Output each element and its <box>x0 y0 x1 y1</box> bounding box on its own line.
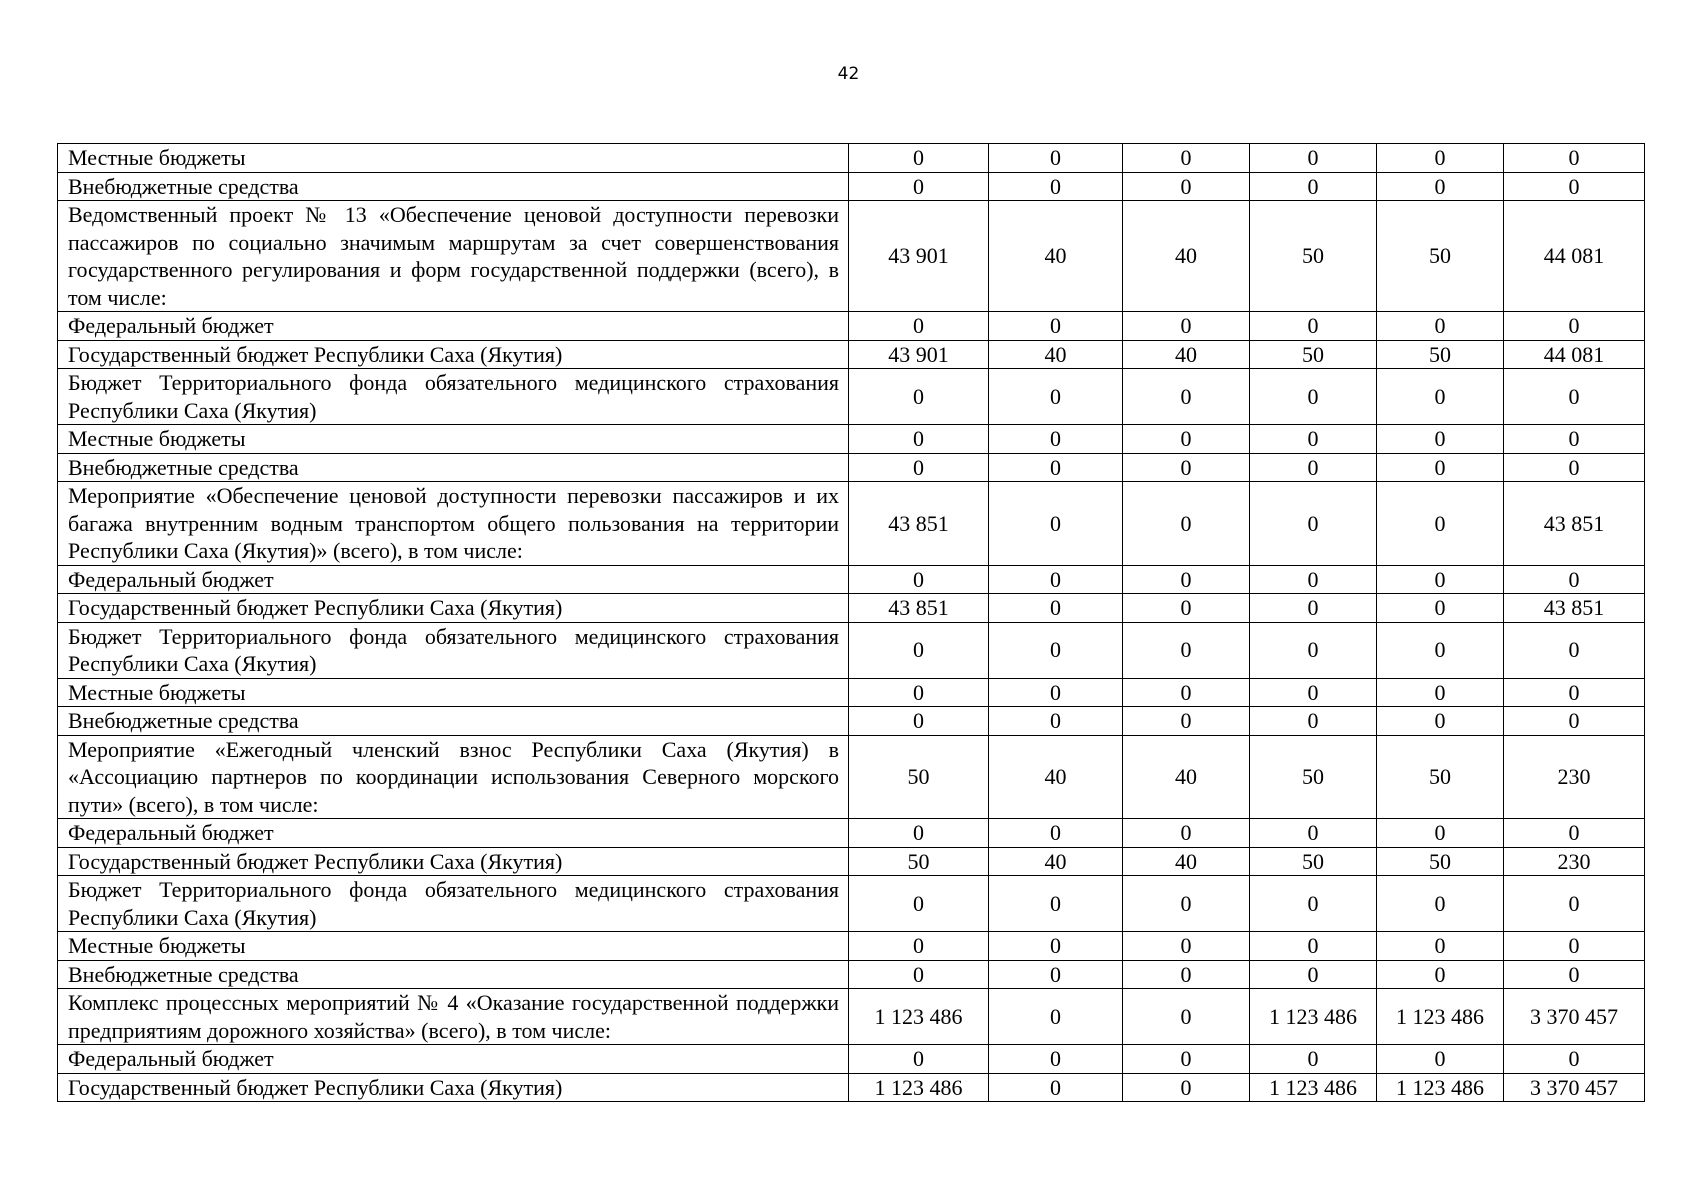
value-cell: 0 <box>1250 622 1377 678</box>
value-cell: 0 <box>989 565 1123 594</box>
row-label: Государственный бюджет Республики Саха (Якутия) <box>58 340 849 369</box>
value-cell: 0 <box>1250 1045 1377 1074</box>
value-cell: 0 <box>989 453 1123 482</box>
value-cell: 0 <box>849 565 989 594</box>
value-cell: 0 <box>1504 932 1645 961</box>
value-cell: 0 <box>1123 565 1250 594</box>
row-label: Федеральный бюджет <box>58 565 849 594</box>
value-cell: 0 <box>1123 312 1250 341</box>
value-cell: 40 <box>989 201 1123 312</box>
value-cell: 0 <box>849 622 989 678</box>
value-cell: 0 <box>1504 425 1645 454</box>
row-label: Местные бюджеты <box>58 144 849 173</box>
row-label: Государственный бюджет Республики Саха (Якутия) <box>58 594 849 623</box>
value-cell: 50 <box>1250 735 1377 819</box>
value-cell: 50 <box>1250 847 1377 876</box>
value-cell: 0 <box>1504 453 1645 482</box>
value-cell: 0 <box>1377 369 1504 425</box>
row-label: Бюджет Территориального фонда обязательного медицинского страхования Республики Саха (Якутия) <box>58 622 849 678</box>
value-cell: 0 <box>989 1045 1123 1074</box>
value-cell: 0 <box>1250 172 1377 201</box>
value-cell: 0 <box>989 622 1123 678</box>
value-cell: 0 <box>1504 312 1645 341</box>
value-cell: 43 901 <box>849 340 989 369</box>
value-cell: 1 123 486 <box>1377 989 1504 1045</box>
value-cell: 3 370 457 <box>1504 989 1645 1045</box>
value-cell: 0 <box>1123 819 1250 848</box>
value-cell: 0 <box>1504 819 1645 848</box>
value-cell: 0 <box>1377 144 1504 173</box>
value-cell: 0 <box>1377 932 1504 961</box>
value-cell: 0 <box>989 932 1123 961</box>
value-cell: 1 123 486 <box>849 1073 989 1102</box>
value-cell: 0 <box>849 453 989 482</box>
row-label: Мероприятие «Ежегодный членский взнос Республики Саха (Якутия) в «Ассоциацию партнеров по координации использования Северного морского пути» (всего), в том числе: <box>58 735 849 819</box>
table-row <box>58 847 1645 876</box>
value-cell: 0 <box>1250 565 1377 594</box>
value-cell: 0 <box>1250 425 1377 454</box>
value-cell: 1 123 486 <box>1250 989 1377 1045</box>
value-cell: 0 <box>1504 876 1645 932</box>
value-cell: 1 123 486 <box>1377 1073 1504 1102</box>
value-cell: 3 370 457 <box>1504 1073 1645 1102</box>
value-cell: 0 <box>1123 144 1250 173</box>
value-cell: 0 <box>1377 594 1504 623</box>
value-cell: 0 <box>1377 565 1504 594</box>
value-cell: 0 <box>1377 453 1504 482</box>
value-cell: 50 <box>1377 735 1504 819</box>
value-cell: 50 <box>1377 847 1504 876</box>
value-cell: 0 <box>989 312 1123 341</box>
table-row <box>58 369 1645 425</box>
value-cell: 43 851 <box>1504 594 1645 623</box>
value-cell: 0 <box>1123 172 1250 201</box>
value-cell: 0 <box>989 369 1123 425</box>
value-cell: 40 <box>1123 340 1250 369</box>
row-label: Федеральный бюджет <box>58 312 849 341</box>
value-cell: 0 <box>849 932 989 961</box>
value-cell: 50 <box>1377 201 1504 312</box>
value-cell: 0 <box>1504 369 1645 425</box>
table-row <box>58 678 1645 707</box>
value-cell: 0 <box>989 144 1123 173</box>
table-row <box>58 989 1645 1045</box>
value-cell: 0 <box>1504 960 1645 989</box>
row-label: Внебюджетные средства <box>58 453 849 482</box>
value-cell: 40 <box>1123 847 1250 876</box>
value-cell: 0 <box>1250 707 1377 736</box>
value-cell: 0 <box>1123 1073 1250 1102</box>
value-cell: 0 <box>849 960 989 989</box>
table-row <box>58 819 1645 848</box>
table-row <box>58 1073 1645 1102</box>
table-row <box>58 482 1645 566</box>
value-cell: 0 <box>1504 622 1645 678</box>
value-cell: 40 <box>989 847 1123 876</box>
value-cell: 0 <box>1123 1045 1250 1074</box>
value-cell: 0 <box>1123 453 1250 482</box>
value-cell: 230 <box>1504 847 1645 876</box>
value-cell: 0 <box>1250 594 1377 623</box>
value-cell: 50 <box>1250 201 1377 312</box>
row-label: Внебюджетные средства <box>58 707 849 736</box>
value-cell: 0 <box>1377 312 1504 341</box>
value-cell: 0 <box>1250 144 1377 173</box>
table-row <box>58 707 1645 736</box>
value-cell: 0 <box>849 819 989 848</box>
value-cell: 0 <box>989 819 1123 848</box>
value-cell: 1 123 486 <box>1250 1073 1377 1102</box>
value-cell: 43 851 <box>849 594 989 623</box>
value-cell: 0 <box>1250 482 1377 566</box>
value-cell: 0 <box>1504 707 1645 736</box>
value-cell: 50 <box>849 847 989 876</box>
value-cell: 50 <box>1377 340 1504 369</box>
value-cell: 40 <box>989 735 1123 819</box>
value-cell: 43 851 <box>849 482 989 566</box>
value-cell: 0 <box>1250 932 1377 961</box>
row-label: Комплекс процессных мероприятий № 4 «Оказание государственной поддержки предприятиям дорожного хозяйства» (всего), в том числе: <box>58 989 849 1045</box>
value-cell: 0 <box>1250 312 1377 341</box>
value-cell: 0 <box>1123 876 1250 932</box>
table-body <box>58 144 1645 1102</box>
row-label: Местные бюджеты <box>58 678 849 707</box>
value-cell: 0 <box>849 144 989 173</box>
value-cell: 40 <box>989 340 1123 369</box>
value-cell: 0 <box>989 425 1123 454</box>
value-cell: 0 <box>1250 453 1377 482</box>
budget-table <box>57 143 1645 1102</box>
row-label: Ведомственный проект № 13 «Обеспечение ценовой доступности перевозки пассажиров по социально значимым маршрутам за счет совершенствования государственного регулирования и форм государственной поддержки (всего), в том числе: <box>58 201 849 312</box>
table-row <box>58 876 1645 932</box>
value-cell: 0 <box>989 707 1123 736</box>
value-cell: 0 <box>849 678 989 707</box>
value-cell: 0 <box>1377 960 1504 989</box>
value-cell: 0 <box>989 482 1123 566</box>
value-cell: 0 <box>1123 989 1250 1045</box>
value-cell: 0 <box>849 1045 989 1074</box>
value-cell: 0 <box>849 876 989 932</box>
row-label: Государственный бюджет Республики Саха (Якутия) <box>58 1073 849 1102</box>
table-row <box>58 622 1645 678</box>
table-row <box>58 172 1645 201</box>
value-cell: 0 <box>1123 369 1250 425</box>
value-cell: 0 <box>849 369 989 425</box>
value-cell: 0 <box>1377 1045 1504 1074</box>
row-label: Государственный бюджет Республики Саха (Якутия) <box>58 847 849 876</box>
table-row <box>58 1045 1645 1074</box>
row-label: Федеральный бюджет <box>58 1045 849 1074</box>
value-cell: 40 <box>1123 201 1250 312</box>
table-row <box>58 735 1645 819</box>
value-cell: 0 <box>989 876 1123 932</box>
page-number: 42 <box>837 64 860 84</box>
row-label: Внебюджетные средства <box>58 172 849 201</box>
value-cell: 0 <box>1377 876 1504 932</box>
row-label: Внебюджетные средства <box>58 960 849 989</box>
value-cell: 0 <box>1504 678 1645 707</box>
value-cell: 50 <box>1250 340 1377 369</box>
table-row <box>58 425 1645 454</box>
table-row <box>58 594 1645 623</box>
value-cell: 0 <box>849 312 989 341</box>
value-cell: 0 <box>1504 565 1645 594</box>
table-row <box>58 565 1645 594</box>
value-cell: 0 <box>1377 425 1504 454</box>
value-cell: 0 <box>1504 1045 1645 1074</box>
value-cell: 0 <box>1123 622 1250 678</box>
value-cell: 0 <box>989 678 1123 707</box>
value-cell: 0 <box>1377 707 1504 736</box>
value-cell: 0 <box>1250 876 1377 932</box>
row-label: Местные бюджеты <box>58 932 849 961</box>
value-cell: 0 <box>989 594 1123 623</box>
value-cell: 0 <box>1123 932 1250 961</box>
table-row <box>58 960 1645 989</box>
value-cell: 0 <box>1377 622 1504 678</box>
value-cell: 0 <box>1123 678 1250 707</box>
row-label: Бюджет Территориального фонда обязательного медицинского страхования Республики Саха (Якутия) <box>58 369 849 425</box>
value-cell: 0 <box>1250 960 1377 989</box>
value-cell: 0 <box>989 172 1123 201</box>
table-row <box>58 312 1645 341</box>
value-cell: 0 <box>989 1073 1123 1102</box>
value-cell: 0 <box>1250 369 1377 425</box>
value-cell: 0 <box>989 989 1123 1045</box>
value-cell: 0 <box>849 707 989 736</box>
value-cell: 230 <box>1504 735 1645 819</box>
value-cell: 0 <box>1377 172 1504 201</box>
value-cell: 0 <box>849 172 989 201</box>
value-cell: 40 <box>1123 735 1250 819</box>
table-row <box>58 453 1645 482</box>
row-label: Бюджет Территориального фонда обязательного медицинского страхования Республики Саха (Якутия) <box>58 876 849 932</box>
value-cell: 0 <box>1377 819 1504 848</box>
value-cell: 0 <box>1250 678 1377 707</box>
value-cell: 0 <box>1377 482 1504 566</box>
value-cell: 0 <box>1123 594 1250 623</box>
row-label: Федеральный бюджет <box>58 819 849 848</box>
value-cell: 0 <box>1123 960 1250 989</box>
table-row <box>58 932 1645 961</box>
value-cell: 44 081 <box>1504 340 1645 369</box>
value-cell: 0 <box>1123 482 1250 566</box>
value-cell: 0 <box>1123 707 1250 736</box>
value-cell: 0 <box>1377 678 1504 707</box>
row-label: Мероприятие «Обеспечение ценовой доступности перевозки пассажиров и их багажа внутренним водным транспортом общего пользования на территории Республики Саха (Якутия)» (всего), в том числе: <box>58 482 849 566</box>
table-row <box>58 340 1645 369</box>
row-label: Местные бюджеты <box>58 425 849 454</box>
value-cell: 43 851 <box>1504 482 1645 566</box>
value-cell: 43 901 <box>849 201 989 312</box>
value-cell: 0 <box>1504 172 1645 201</box>
value-cell: 50 <box>849 735 989 819</box>
value-cell: 0 <box>1504 144 1645 173</box>
value-cell: 0 <box>989 960 1123 989</box>
value-cell: 1 123 486 <box>849 989 989 1045</box>
value-cell: 0 <box>849 425 989 454</box>
table-row <box>58 144 1645 173</box>
value-cell: 0 <box>1250 819 1377 848</box>
value-cell: 44 081 <box>1504 201 1645 312</box>
value-cell: 0 <box>1123 425 1250 454</box>
table-row <box>58 201 1645 312</box>
